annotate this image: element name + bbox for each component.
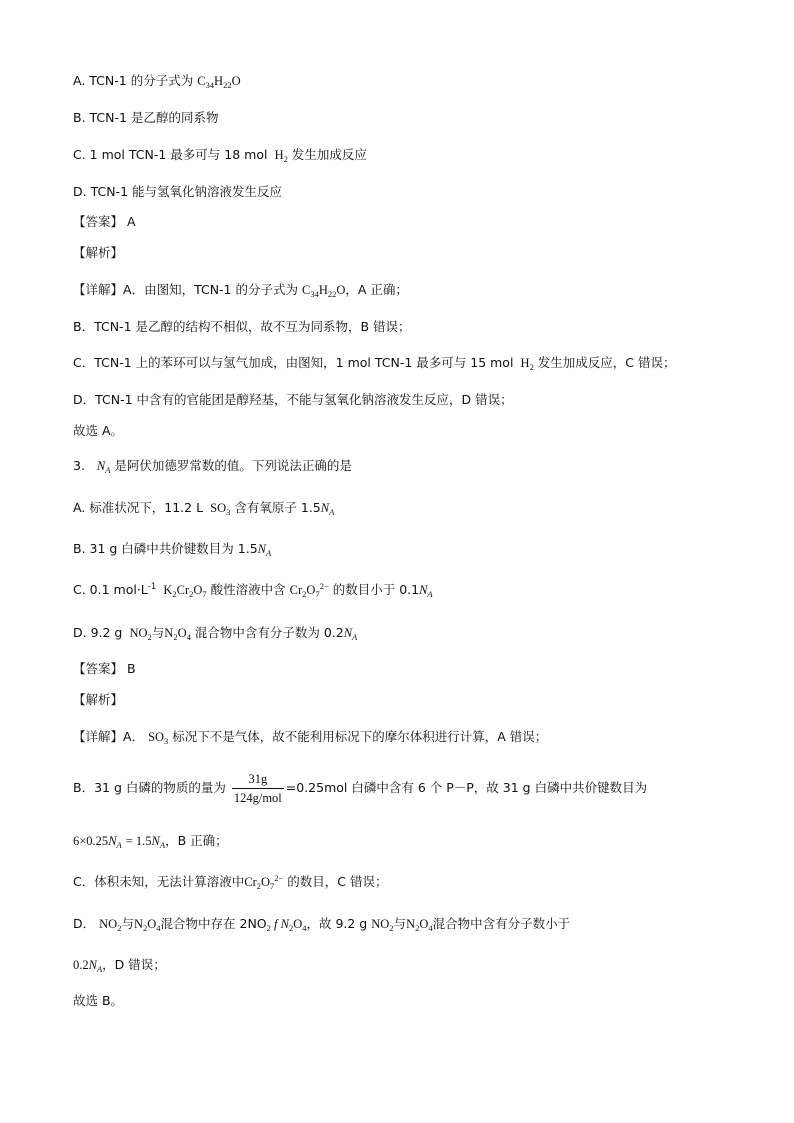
formula-cr2o7-ion: $Cr_2O_7^{2-}$ [289, 581, 329, 599]
symbol-na: $N_A$ [419, 583, 433, 599]
q3-option-a [73, 499, 334, 517]
detail-d2-prefix: 0.2 [73, 958, 89, 972]
q3-option-a-mid: 含有氧原子 1.5 [234, 500, 321, 515]
q2-option-b: B. TCN-1 是乙醇的同系物 [73, 110, 219, 125]
fraction [232, 771, 284, 806]
formula-no2: $NO_2$ [99, 917, 122, 933]
q2-detail-b: B．TCN-1 是乙醇的结构不相似，故不互为同系物，B 错误； [73, 319, 411, 334]
symbol-na: $N_A$ [108, 834, 122, 850]
q2-detail-d: D．TCN-1 中含有的官能团是醇羟基，不能与氢氧化钠溶液发生反应，D 错误； [73, 392, 513, 407]
detail-d-mid: 混合物中存在 2NO [160, 916, 267, 931]
formula-no2: $NO_2$ [371, 917, 394, 933]
q3-conclusion: 故选 B。 [73, 993, 124, 1008]
detail-label: 【详解】 [73, 282, 124, 297]
symbol-na: $N_A$ [320, 501, 335, 517]
q2-detail-a [73, 281, 408, 299]
formula-cr2o7-ion: $Cr_2O_7^{2-}$ [244, 873, 284, 891]
detail-a-tail: ，A 正确； [345, 282, 408, 297]
detail-d-tail: 混合物中含有分子数小于 [432, 916, 571, 931]
answer-value: A [127, 214, 136, 229]
q3-option-d-mid: 混合物中含有分子数为 0.2 [194, 625, 344, 640]
word-and: 与 [121, 916, 134, 931]
q3-detail-d: D． $NO_2$与$N_2O_4$混合物中存在 $2NO_2$ f $N_2O_4$，故 9.2 g $NO_2$与$N_2O_4$混合物中含有分子数小于 [73, 916, 571, 933]
equilibrium-symbol: f N [270, 917, 289, 931]
detail-b-text: B．31 g 白磷的物质的量为 [73, 780, 226, 795]
q3-analysis-label: 【解析】 [73, 692, 124, 707]
q2-detail-c [73, 354, 676, 372]
q3-detail-b [73, 768, 647, 808]
symbol-na: $N_A$ [257, 542, 272, 558]
detail-d2-tail: ，D 错误； [102, 957, 166, 972]
q3-option-d-text: D. 9.2 g [73, 625, 123, 640]
detail-d-post: ，故 9.2 g [306, 916, 368, 931]
symbol-na: $N_A$ [343, 626, 358, 642]
q2-analysis-label: 【解析】 [73, 245, 124, 260]
q3-option-c-mid: 酸性溶液中含 [210, 582, 286, 597]
formula-h2: $H_2$ [271, 148, 288, 164]
q2-option-a [73, 72, 241, 90]
answer-label: 【答案】 [73, 661, 124, 676]
formula-h2: $H_2$ [517, 356, 534, 372]
q3-option-c-tail: 的数目小于 0.1 [332, 582, 420, 597]
fraction-numerator: 31g [232, 771, 284, 789]
symbol-na: $N_A$ [88, 958, 103, 974]
q2-conclusion: 故选 A。 [73, 423, 124, 438]
formula-so3: $SO_3$ [207, 501, 231, 517]
question-number: 3. [73, 458, 85, 473]
q3-detail-a [73, 728, 547, 746]
formula-so3: $SO_3$ [148, 730, 169, 746]
detail-c-text: C．体积未知，无法计算溶液中 [73, 874, 245, 889]
detail-d-prefix: D． [73, 916, 96, 931]
q3-detail-b-cont [73, 832, 228, 850]
q3-option-c: C. 0.1 $mol\cdot L^{-1}$ $K_2Cr_2O_7$ 酸性溶液中含 $Cr_2O_7^{2-}$ 的数目小于 $0.1N_A$ [73, 581, 433, 599]
q3-stem [73, 457, 352, 475]
q3-option-b [73, 540, 271, 558]
q2-option-c [73, 146, 367, 164]
detail-a-prefix: A． [123, 729, 145, 744]
symbol-na: $N_A$ [96, 459, 111, 475]
q3-answer [73, 660, 136, 678]
formula-n2o4: $N_2O_4$ [164, 626, 191, 642]
detail-c-text: C．TCN-1 上的苯环可以与氢气加成，由图知，1 mol TCN-1 最多可与 15 mol [73, 355, 514, 370]
q3-detail-c [73, 873, 388, 891]
formula-c34h22o: $C_{34}H_{22}O$ [301, 283, 346, 299]
detail-b-mid: =0.25mol 白磷中含有 6 个 P－P，故 31 g 白磷中共价键数目为 [285, 780, 648, 795]
fraction-denominator: 124g/mol [233, 791, 282, 805]
detail-a-text: A．由图知，TCN-1 的分子式为 [123, 282, 298, 297]
q2-option-c-tail: 发生加成反应 [291, 147, 367, 162]
q3-option-c-text: C. 0.1 mol·L [73, 582, 148, 597]
q3-detail-d-cont [73, 956, 166, 974]
detail-b2-tail: ，B 正确； [165, 833, 228, 848]
answer-value: B [127, 661, 136, 676]
formula-no2: $NO_2$ [126, 626, 152, 642]
q2-answer [73, 213, 136, 231]
answer-label: 【答案】 [73, 214, 124, 229]
formula-c34h22o: $C_{34}H_{22}O$ [197, 74, 241, 90]
q3-option-a-text: A. 标准状况下，11.2 L [73, 500, 204, 515]
detail-c-tail: 的数目，C 错误； [287, 874, 388, 889]
detail-a-tail: 标况下不是气体，故不能利用标况下的摩尔体积进行计算，A 错误； [172, 729, 548, 744]
formula-n2o4: $N_2O_4$ [406, 917, 433, 933]
q2-option-a-text: A. TCN-1 的分子式为 [73, 73, 194, 88]
q2-option-c-text: C. 1 mol TCN-1 最多可与 18 mol [73, 147, 268, 162]
q3-option-d: D. 9.2 g $NO_2$与$N_2O_4$ 混合物中含有分子数为 $0.2N_A$ [73, 625, 358, 642]
detail-c-tail: 发生加成反应，C 错误； [537, 355, 676, 370]
q2-option-d: D. TCN-1 能与氢氧化钠溶液发生反应 [73, 184, 282, 199]
q3-option-b-text: B. 31 g 白磷中共价键数目为 1.5 [73, 541, 258, 556]
formula-n2o4: $N_2O_4$ [133, 917, 161, 933]
formula-k2cr2o7: $K_2Cr_2O_7$ [160, 583, 207, 599]
detail-label: 【详解】 [73, 729, 124, 744]
detail-b2-mid: = 1.5 [125, 834, 152, 848]
q3-stem-text: 是阿伏加德罗常数的值。下列说法正确的是 [114, 458, 352, 473]
symbol-na: $N_A$ [151, 834, 166, 850]
detail-b2-prefix: 6×0.25 [73, 834, 109, 848]
